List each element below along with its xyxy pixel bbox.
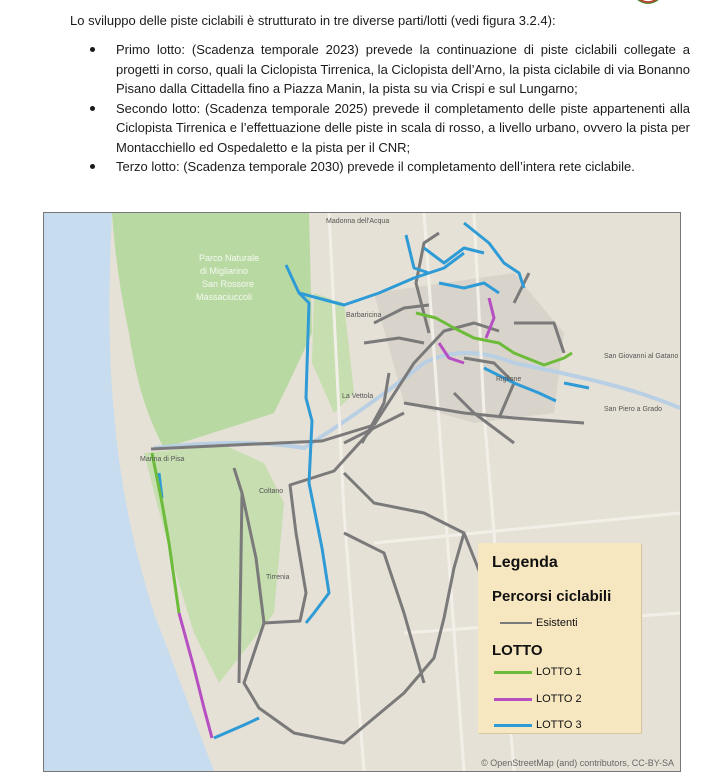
park-area (112, 213, 312, 448)
legend-row-existing: Esistenti (494, 616, 578, 630)
park-label-line-1: Parco Naturale (199, 253, 260, 263)
place-label-top: Madonna dell'Acqua (326, 218, 390, 225)
bullet-icon (90, 164, 95, 169)
bullet-icon (90, 106, 95, 111)
place-label-vettola: La Vettola (342, 393, 374, 400)
place-label-cisanello: San Giovanni al Gatano (604, 353, 679, 360)
map-legend (478, 543, 641, 733)
legend-swatch-lotto-3 (494, 724, 532, 727)
legend-row-lotto-2: LOTTO 2 (494, 692, 582, 706)
park-label-line-4: Massaciuccoli (196, 292, 253, 302)
legend-swatch-existing (500, 622, 532, 624)
park-label-line-2: di Migliarino (200, 266, 249, 276)
city-area (374, 273, 564, 423)
place-label-coltano: Coltano (259, 488, 284, 495)
legend-lotto-header: LOTTO (492, 642, 543, 659)
legend-subtitle: Percorsi ciclabili (492, 588, 612, 605)
bullet-icon (90, 47, 95, 52)
legend-swatch-lotto-2 (494, 698, 532, 701)
place-label-ospedaletto: San Piero a Grado (604, 406, 662, 413)
map-attribution: © OpenStreetMap (and) contributors, CC-BY-SA (481, 758, 674, 768)
park-label-line-3: San Rossore (202, 279, 255, 289)
place-label-barbaricina: Barbaricina (346, 312, 382, 319)
list-item-lotto-1: Primo lotto: (Scadenza temporale 2023) prevede la continuazione di piste ciclabili collegate a progetti in corso, quali la Ciclopista Tirrenica, la Ciclopista dell’Arno, la pista ciclabile di via Bonanno Pisano dalla Cittadella fino a Piazza Manin, la pista su via Crispi e sul Lungarno; (90, 40, 690, 99)
place-label-riglione: Riglione (496, 376, 522, 383)
logo-emblem-icon (628, 0, 668, 10)
list-item-lotto-2: Secondo lotto: (Scadenza temporale 2025) prevede il completamento delle piste appartenenti alla Ciclopista Tirrenica e l’effettuazione delle piste in scala di rosso, a livello urbano, ovvero la pista per Montacchiello ed Ospedaletto e la pista per il CNR; (90, 99, 690, 158)
place-label-tirrenia: Tirrenia (266, 574, 290, 581)
lotti-list (90, 40, 690, 177)
legend-title: Legenda (492, 554, 558, 571)
intro-paragraph: Lo sviluppo delle piste ciclabili è strutturato in tre diverse parti/lotti (vedi figura 3.2.4): (70, 13, 556, 28)
bike-network-map (43, 212, 681, 772)
legend-swatch-lotto-1 (494, 671, 532, 674)
list-item-lotto-3: Terzo lotto: (Scadenza temporale 2030) prevede il completamento dell’intera rete ciclabile. (90, 157, 690, 177)
legend-row-lotto-3: LOTTO 3 (494, 718, 582, 732)
legend-row-lotto-1: LOTTO 1 (494, 665, 582, 679)
place-label-marina: Marina di Pisa (140, 456, 185, 463)
